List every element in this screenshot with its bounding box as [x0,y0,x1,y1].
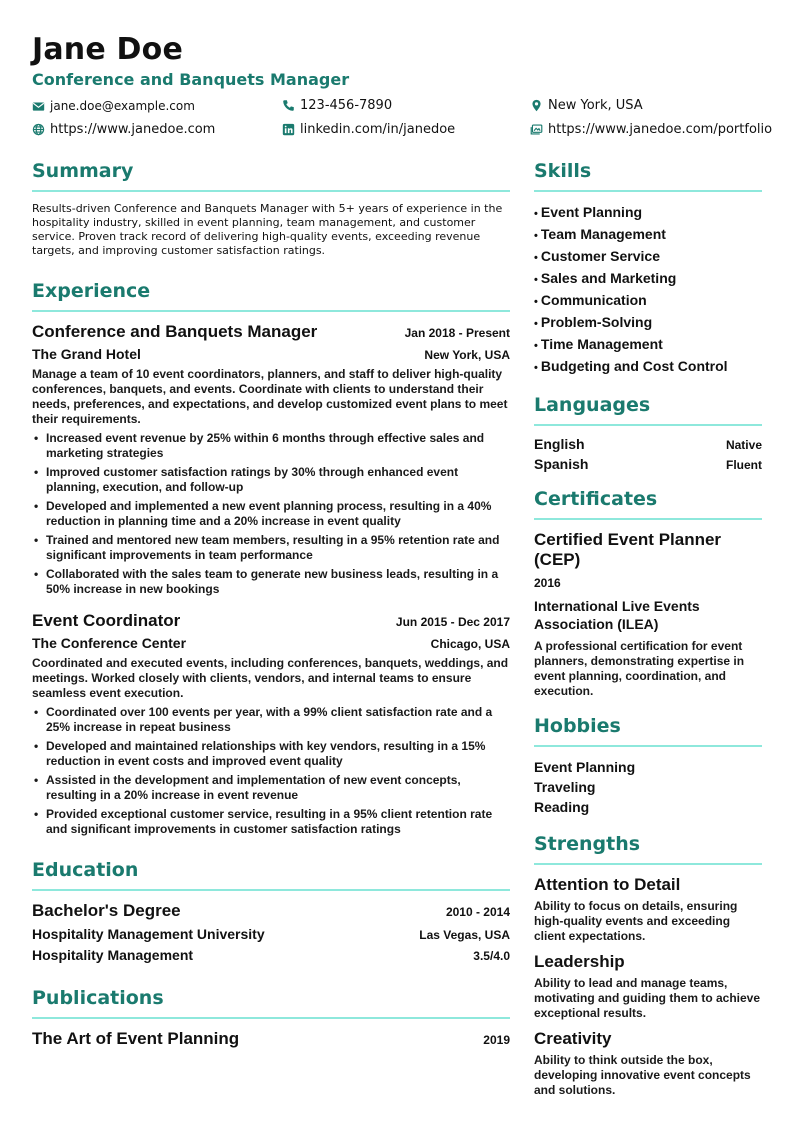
skill-item: • Team Management [534,224,762,246]
section-divider [32,310,510,312]
bullet-item: • Improved customer satisfaction ratings by 30% through enhanced event planning, execution, and follow-up [46,465,510,495]
school-name: Hospitality Management University [32,926,265,942]
contact-location [530,98,643,113]
bullet-item: • Provided exceptional customer service, resulting in a 95% client retention rate and significant improvements in customer satisfaction ratings [46,807,510,837]
section-divider [534,518,762,520]
certificates-section [534,488,762,699]
location-pin-icon [530,99,543,112]
skills-heading: Skills [534,160,592,182]
bullet-item: • Assisted in the development and implementation of new event concepts, resulting in a 20% increase in event revenue [46,773,510,803]
section-divider [32,889,510,891]
hobby-item: Event Planning [534,759,636,775]
skill-item: • Event Planning [534,202,762,224]
experience-section [32,280,510,837]
job-org: The Conference Center [32,635,187,651]
hobby-item: Reading [534,799,590,815]
hobbies-heading: Hobbies [534,715,621,737]
section-divider [32,1017,510,1019]
section-divider [32,190,510,192]
strength-name: Leadership [534,952,625,971]
bullet-item: • Collaborated with the sales team to generate new business leads, resulting in a 50% increase in new bookings [46,567,510,597]
job-bullets [32,705,510,837]
education-dates: 2010 - 2014 [445,905,510,919]
section-divider [534,424,762,426]
job-org: The Grand Hotel [32,346,141,362]
location-text: New York, USA [548,98,643,113]
hobby-item: Traveling [534,779,596,795]
job-title: Conference and Banquets Manager [32,322,318,341]
phone-text: 123-456-7890 [300,98,393,113]
certificate-name: Certified Event Planner (CEP) [534,530,722,569]
job-entry [32,322,510,597]
email-text: jane.doe@example.com [50,99,195,113]
mail-icon [32,100,45,113]
bullet-item: • Coordinated over 100 events per year, with a 99% client satisfaction rate and a 25% increase in repeat business [46,705,510,735]
portfolio-text: https://www.janedoe.com/portfolio [548,122,773,137]
certificate-year: 2016 [534,576,561,590]
languages-heading: Languages [534,394,651,416]
hobbies-section [534,715,762,817]
summary-text: Results-driven Conference and Banquets Manager with 5+ years of experience in the hospitality industry, skilled in event planning, team management, and customer service. Proven track record of delivering high-quality events, exceeding revenue targets, and improving customer satisfaction ratings. [32,202,503,257]
publications-heading: Publications [32,987,164,1009]
strength-name: Creativity [534,1029,612,1048]
bullet-item: • Developed and implemented a new event planning process, resulting in a 40% reduction in planning time and a 20% increase in event quality [46,499,510,529]
strength-description: Ability to focus on details, ensuring high-quality events and exceeding client expectations. [534,899,738,943]
experience-heading: Experience [32,280,151,302]
education-heading: Education [32,859,139,881]
strengths-heading: Strengths [534,833,641,855]
summary-section [32,160,510,258]
section-divider [534,745,762,747]
language-row [534,436,762,452]
publication-title: The Art of Event Planning [32,1029,240,1048]
portfolio-icon [530,123,543,136]
summary-heading: Summary [32,160,134,182]
education-section [32,859,510,963]
linkedin-icon [282,123,295,136]
job-entry [32,611,510,837]
linkedin-text: linkedin.com/in/janedoe [300,122,456,137]
phone-icon [282,99,295,112]
candidate-name: Jane Doe [32,32,184,67]
section-divider [534,863,762,865]
skill-item: • Customer Service [534,246,762,268]
bullet-item: • Increased event revenue by 25% within 6 months through effective sales and marketing strategies [46,431,510,461]
certificate-description: A professional certification for event planners, demonstrating expertise in event planning, coordination, and execution. [534,639,745,698]
job-location: New York, USA [424,348,510,362]
candidate-title: Conference and Banquets Manager [32,70,350,89]
degree: Bachelor's Degree [32,901,181,920]
language-name: Spanish [534,456,589,472]
skill-item: • Communication [534,290,762,312]
language-name: English [534,436,585,452]
contact-website[interactable] [32,122,215,137]
skill-item: • Budgeting and Cost Control [534,356,762,378]
skill-item: • Time Management [534,334,762,356]
language-row [534,456,762,472]
certificate-org: International Live Events Association (ILEA) [534,598,700,632]
skill-item: • Problem-Solving [534,312,762,334]
job-location: Chicago, USA [430,637,510,651]
skill-item: • Sales and Marketing [534,268,762,290]
job-dates: Jun 2015 - Dec 2017 [395,615,510,629]
job-description: Coordinated and executed events, including conferences, banquets, weddings, and meetings. Worked closely with clients, vendors, and internal teams to ensure seamless event execution. [32,656,509,700]
strength-description: Ability to think outside the box, developing innovative event concepts and solutions. [534,1053,751,1097]
school-location: Las Vegas, USA [419,928,510,942]
section-divider [534,190,762,192]
publications-section [32,987,510,1049]
globe-icon [32,123,45,136]
certificates-heading: Certificates [534,488,658,510]
language-level: Fluent [726,458,762,472]
website-text: https://www.janedoe.com [50,122,216,137]
right-column [534,160,762,1114]
strengths-section [534,833,762,1098]
bullet-item: • Developed and maintained relationships with key vendors, resulting in a 15% reduction in event costs and improved event quality [46,739,510,769]
contact-email[interactable] [32,99,195,113]
contact-linkedin[interactable] [282,122,455,137]
languages-section [534,394,762,472]
gpa: 3.5/4.0 [473,949,510,963]
job-title: Event Coordinator [32,611,181,630]
skills-section [534,160,762,378]
strength-description: Ability to lead and manage teams, motivating and guiding them to achieve exceptional results. [534,976,761,1020]
contact-phone[interactable] [282,98,392,113]
job-bullets [32,431,510,597]
job-description: Manage a team of 10 event coordinators, planners, and staff to deliver high-quality conferences, banquets, and events. Coordinate with clients to understand their needs, preferences, and expectations, and develop customized event plans to meet their requirements. [32,367,508,426]
bullet-item: • Trained and mentored new team members, resulting in a 95% retention rate and significant improvements in team performance [46,533,510,563]
publication-year: 2019 [483,1033,510,1047]
job-dates: Jan 2018 - Present [404,326,510,340]
left-column [32,160,510,1065]
contact-portfolio[interactable] [530,122,772,137]
strength-name: Attention to Detail [534,875,681,894]
language-level: Native [725,438,762,452]
field-of-study: Hospitality Management [32,947,194,963]
skills-list [534,202,762,378]
